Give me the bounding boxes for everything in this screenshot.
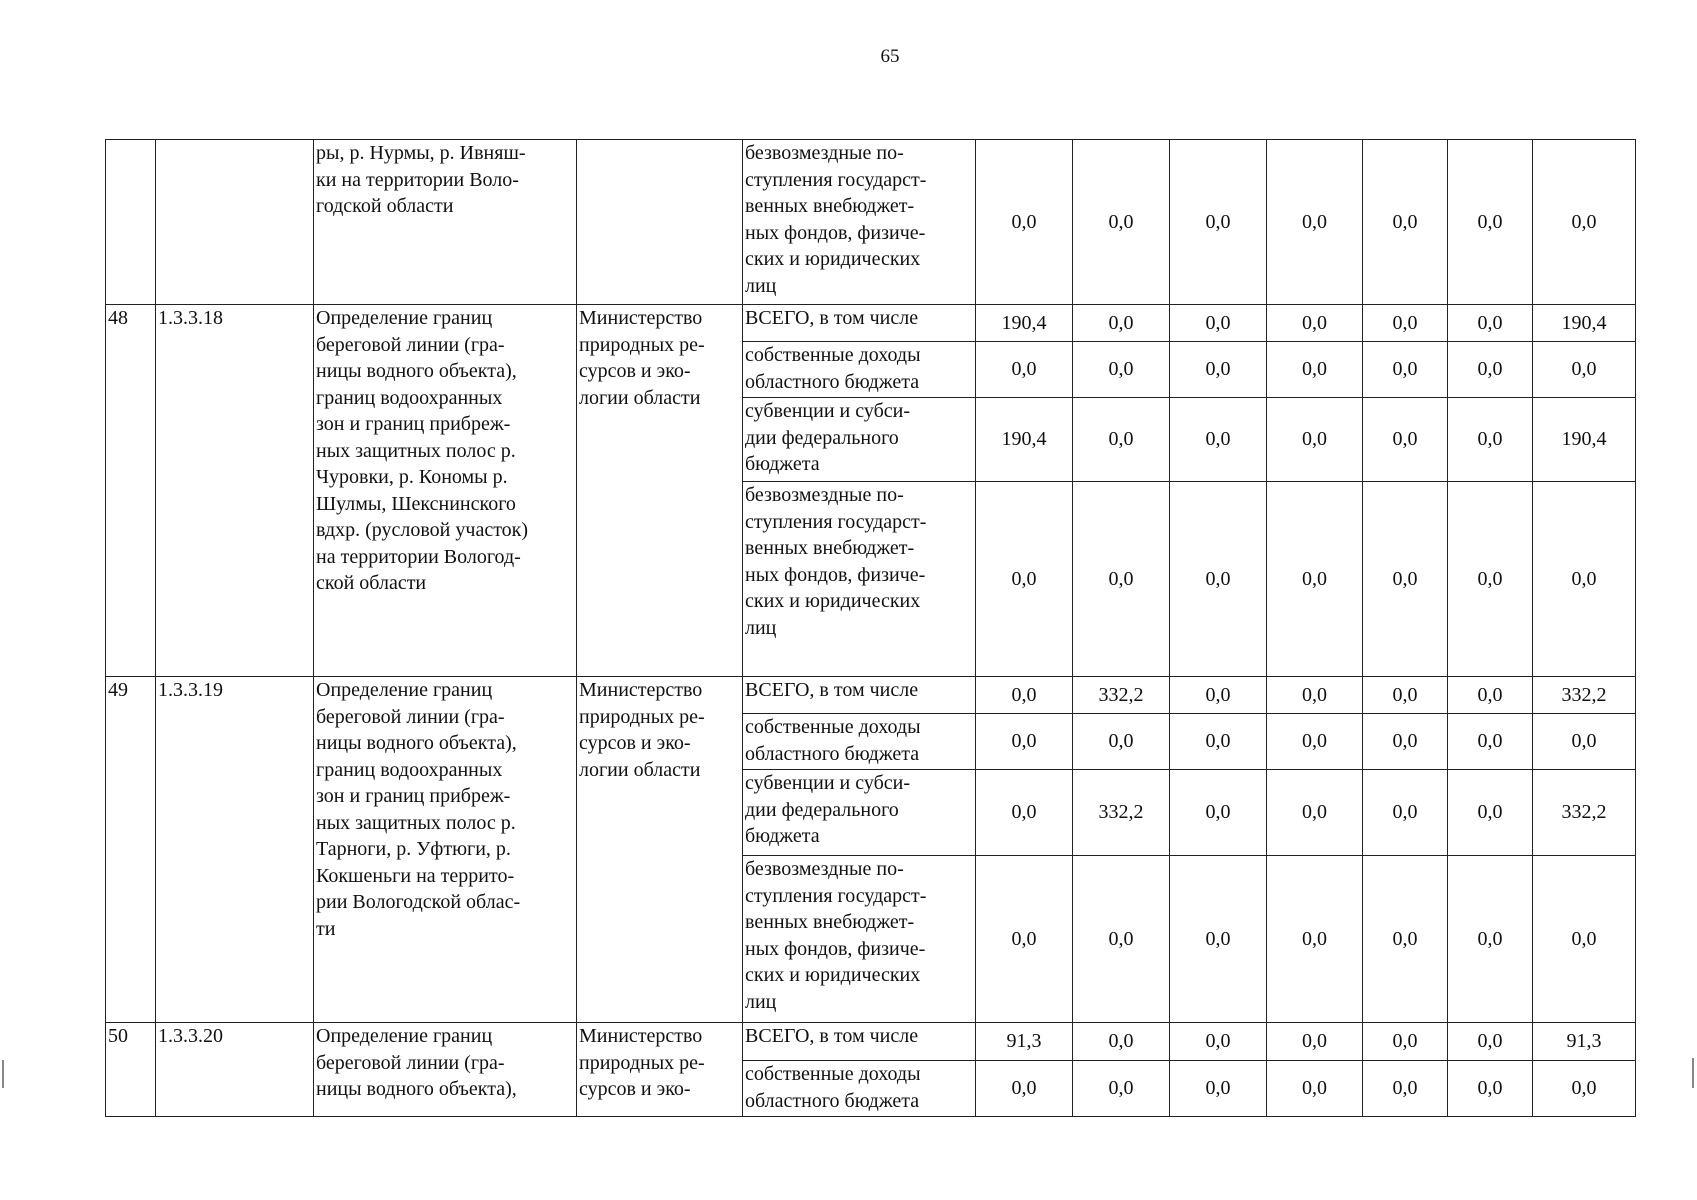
value-cell: 0,0 xyxy=(1448,140,1533,305)
value-cell: 0,0 xyxy=(1170,305,1267,342)
value-cell: 0,0 xyxy=(1267,342,1363,398)
measure-name-cell: Определение границ береговой линии (гра- ницы водного объекта), границ водоохранных зон и границ прибреж- ных защитных полос р. Тарноги, р. Уфтюги, р. Кокшеньги на террито- рии Вологодской облас- ти xyxy=(314,677,577,1023)
measure-name-cell: Определение границ береговой линии (гра- ницы водного объекта), границ водоохранных зон и границ прибреж- ных защитных полос р. Чуровки, р. Кономы р. Шулмы, Шекснинского вдхр. (русловой участок) на территории Вологод- ской области xyxy=(314,305,577,677)
value-cell: 0,0 xyxy=(1267,482,1363,677)
value-cell: 0,0 xyxy=(1267,677,1363,714)
value-cell: 91,3 xyxy=(1533,1023,1636,1061)
measure-name-cell: Определение границ береговой линии (гра- ницы водного объекта), xyxy=(314,1023,577,1117)
budget-table xyxy=(105,139,1636,1117)
table-row xyxy=(106,1023,1636,1061)
value-cell: 91,3 xyxy=(976,1023,1073,1061)
value-cell: 0,0 xyxy=(1170,714,1267,770)
row-index-cell xyxy=(106,140,156,305)
funding-source-cell: субвенции и субси- дии федерального бюджета xyxy=(743,770,976,856)
value-cell: 0,0 xyxy=(976,770,1073,856)
value-cell: 0,0 xyxy=(976,714,1073,770)
measure-code-cell xyxy=(156,140,314,305)
table-row xyxy=(106,140,1636,305)
funding-source-cell: ВСЕГО, в том числе xyxy=(743,677,976,714)
value-cell: 0,0 xyxy=(1363,770,1448,856)
funding-source-cell: собственные доходы областного бюджета xyxy=(743,1061,976,1117)
executor-cell xyxy=(577,140,743,305)
value-cell: 0,0 xyxy=(1363,398,1448,482)
value-cell: 0,0 xyxy=(1448,770,1533,856)
value-cell: 0,0 xyxy=(1448,482,1533,677)
value-cell: 0,0 xyxy=(1363,714,1448,770)
value-cell: 0,0 xyxy=(1073,482,1170,677)
value-cell: 332,2 xyxy=(1533,677,1636,714)
value-cell: 0,0 xyxy=(1267,305,1363,342)
value-cell: 0,0 xyxy=(1073,856,1170,1023)
value-cell: 0,0 xyxy=(1170,770,1267,856)
value-cell: 0,0 xyxy=(1533,482,1636,677)
value-cell: 332,2 xyxy=(1533,770,1636,856)
value-cell: 0,0 xyxy=(1170,1023,1267,1061)
value-cell: 0,0 xyxy=(1170,482,1267,677)
value-cell: 0,0 xyxy=(1363,1061,1448,1117)
measure-code-cell: 1.3.3.18 xyxy=(156,305,314,677)
value-cell: 0,0 xyxy=(1448,677,1533,714)
value-cell: 0,0 xyxy=(1170,140,1267,305)
value-cell: 0,0 xyxy=(1267,1061,1363,1117)
funding-source-cell: безвозмездные по- ступления государст- венных внебюджет- ных фондов, физиче- ских и юридических лиц xyxy=(743,856,976,1023)
value-cell: 0,0 xyxy=(976,342,1073,398)
value-cell: 0,0 xyxy=(1073,1061,1170,1117)
value-cell: 0,0 xyxy=(1533,342,1636,398)
value-cell: 0,0 xyxy=(1170,342,1267,398)
value-cell: 0,0 xyxy=(1267,856,1363,1023)
value-cell: 0,0 xyxy=(1533,140,1636,305)
value-cell: 0,0 xyxy=(1267,140,1363,305)
measure-name-cell: ры, р. Нурмы, р. Ивняш- ки на территории Воло- годской области xyxy=(314,140,577,305)
value-cell: 0,0 xyxy=(1448,342,1533,398)
value-cell: 0,0 xyxy=(1073,305,1170,342)
table-row xyxy=(106,677,1636,714)
value-cell: 0,0 xyxy=(976,1061,1073,1117)
value-cell: 332,2 xyxy=(1073,770,1170,856)
value-cell: 0,0 xyxy=(1448,856,1533,1023)
value-cell: 0,0 xyxy=(1073,714,1170,770)
executor-cell: Министерство природных ре- сурсов и эко- xyxy=(577,1023,743,1117)
value-cell: 0,0 xyxy=(1363,1023,1448,1061)
value-cell: 0,0 xyxy=(1170,856,1267,1023)
value-cell: 0,0 xyxy=(1073,342,1170,398)
value-cell: 0,0 xyxy=(1073,1023,1170,1061)
value-cell: 0,0 xyxy=(976,856,1073,1023)
value-cell: 190,4 xyxy=(1533,305,1636,342)
value-cell: 0,0 xyxy=(1533,856,1636,1023)
row-index-cell: 50 xyxy=(106,1023,156,1117)
value-cell: 0,0 xyxy=(976,677,1073,714)
value-cell: 0,0 xyxy=(1448,1023,1533,1061)
value-cell: 332,2 xyxy=(1073,677,1170,714)
scan-mark-left xyxy=(2,1060,4,1088)
executor-cell: Министерство природных ре- сурсов и эко- логии области xyxy=(577,677,743,1023)
value-cell: 0,0 xyxy=(1170,677,1267,714)
funding-source-cell: субвенции и субси- дии федерального бюджета xyxy=(743,398,976,482)
value-cell: 0,0 xyxy=(1363,342,1448,398)
value-cell: 0,0 xyxy=(1363,305,1448,342)
value-cell: 0,0 xyxy=(1170,398,1267,482)
funding-source-cell: ВСЕГО, в том числе xyxy=(743,305,976,342)
value-cell: 190,4 xyxy=(976,305,1073,342)
row-index-cell: 48 xyxy=(106,305,156,677)
value-cell: 0,0 xyxy=(1363,140,1448,305)
value-cell: 0,0 xyxy=(1267,1023,1363,1061)
funding-source-cell: безвозмездные по- ступления государст- венных внебюджет- ных фондов, физиче- ских и юридических лиц xyxy=(743,482,976,677)
value-cell: 190,4 xyxy=(1533,398,1636,482)
value-cell: 0,0 xyxy=(976,482,1073,677)
funding-source-cell: собственные доходы областного бюджета xyxy=(743,714,976,770)
value-cell: 0,0 xyxy=(976,140,1073,305)
funding-source-cell: собственные доходы областного бюджета xyxy=(743,342,976,398)
value-cell: 0,0 xyxy=(1533,1061,1636,1117)
value-cell: 0,0 xyxy=(1448,305,1533,342)
value-cell: 190,4 xyxy=(976,398,1073,482)
executor-cell: Министерство природных ре- сурсов и эко- логии области xyxy=(577,305,743,677)
funding-source-cell: ВСЕГО, в том числе xyxy=(743,1023,976,1061)
value-cell: 0,0 xyxy=(1533,714,1636,770)
value-cell: 0,0 xyxy=(1267,398,1363,482)
value-cell: 0,0 xyxy=(1363,856,1448,1023)
value-cell: 0,0 xyxy=(1267,770,1363,856)
page-number: 65 xyxy=(880,46,900,67)
row-index-cell: 49 xyxy=(106,677,156,1023)
measure-code-cell: 1.3.3.19 xyxy=(156,677,314,1023)
value-cell: 0,0 xyxy=(1267,714,1363,770)
value-cell: 0,0 xyxy=(1363,482,1448,677)
funding-source-cell: безвозмездные по- ступления государст- венных внебюджет- ных фондов, физиче- ских и юридических лиц xyxy=(743,140,976,305)
measure-code-cell: 1.3.3.20 xyxy=(156,1023,314,1117)
scan-mark-right xyxy=(1692,1058,1694,1088)
table-row xyxy=(106,305,1636,342)
value-cell: 0,0 xyxy=(1448,714,1533,770)
value-cell: 0,0 xyxy=(1073,398,1170,482)
value-cell: 0,0 xyxy=(1448,398,1533,482)
value-cell: 0,0 xyxy=(1170,1061,1267,1117)
value-cell: 0,0 xyxy=(1073,140,1170,305)
value-cell: 0,0 xyxy=(1448,1061,1533,1117)
value-cell: 0,0 xyxy=(1363,677,1448,714)
